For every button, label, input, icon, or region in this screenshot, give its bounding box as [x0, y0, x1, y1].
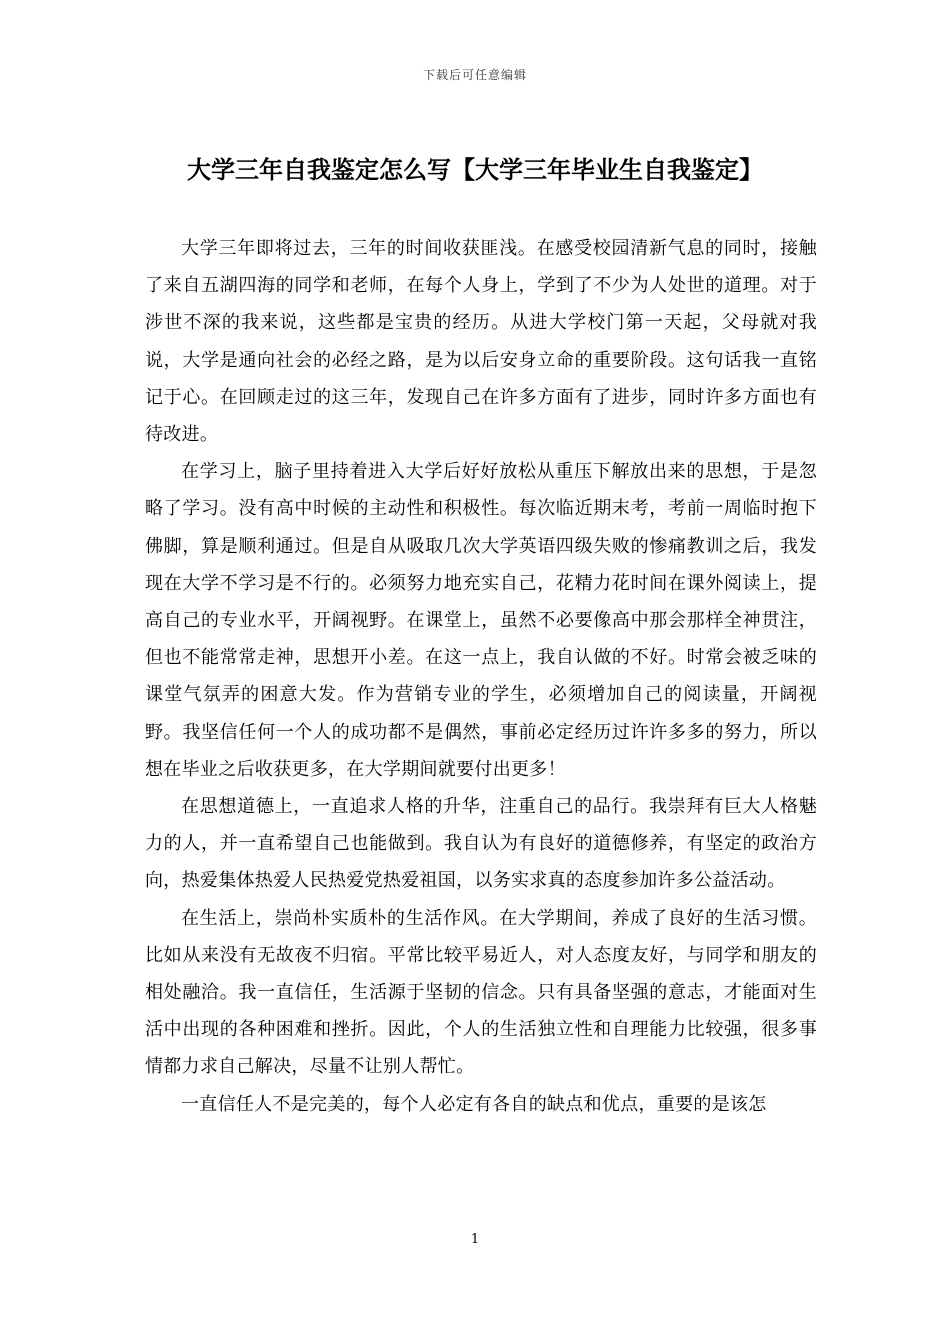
paragraph: 在学习上，脑子里持着进入大学后好好放松从重压下解放出来的思想，于是忽略了学习。没有高中时候的主动性和积极性。每次临近期末考，考前一周临时抱下佛脚，算是顺利通过。但是自从吸取几次大学英语四级失败的惨痛教训之后，我发现在大学不学习是不行的。必须努力地充实自己，花精力花时间在课外阅读上，提高自己的专业水平，开阔视野。在课堂上，虽然不必要像高中那会那样全神贯注，但也不能常常走神，思想开小差。在这一点上，我自认做的不好。时常会被乏味的课堂气氛弄的困意大发。作为营销专业的学生，必须增加自己的阅读量，开阔视野。我坚信任何一个人的成功都不是偶然，事前必定经历过许许多多的努力，所以想在毕业之后收获更多，在大学期间就要付出更多！ — [145, 461, 817, 780]
paragraph: 在思想道德上，一直追求人格的升华，注重自己的品行。我崇拜有巨大人格魅力的人，并一直希望自己也能做到。我自认为有良好的道德修养，有坚定的政治方向，热爱集体热爱人民热爱党热爱祖国，以务实求真的态度参加许多公益活动。 — [145, 796, 817, 892]
header-note: 下载后可任意编辑 — [422, 68, 527, 82]
paragraph: 大学三年即将过去，三年的时间收获匪浅。在感受校园清新气息的同时，接触了来自五湖四海的同学和老师，在每个人身上，学到了不少为人处世的道理。对于涉世不深的我来说，这些都是宝贵的经历。从进大学校门第一天起，父母就对我说，大学是通向社会的必经之路，是为以后安身立命的重要阶段。这句话我一直铭记于心。在回顾走过的这三年，发现自己在许多方面有了进步，同时许多方面也有待改进。 — [145, 238, 817, 446]
paragraph: 一直信任人不是完美的，每个人必定有各自的缺点和优点，重要的是该怎 — [181, 1093, 767, 1115]
document-body — [145, 230, 817, 1123]
page-number: 1 — [470, 1232, 480, 1247]
document-title: 大学三年自我鉴定怎么写【大学三年毕业生自我鉴定】 — [187, 156, 763, 184]
paragraph: 在生活上，崇尚朴实质朴的生活作风。在大学期间，养成了良好的生活习惯。比如从来没有无故夜不归宿。平常比较平易近人，对人态度友好，与同学和朋友的相处融洽。我一直信任，生活源于坚韧的信念。只有具备坚强的意志，才能面对生活中出现的各种困难和挫折。因此，个人的生活独立性和自理能力比较强，很多事情都力求自己解决，尽量不让别人帮忙。 — [145, 907, 817, 1078]
